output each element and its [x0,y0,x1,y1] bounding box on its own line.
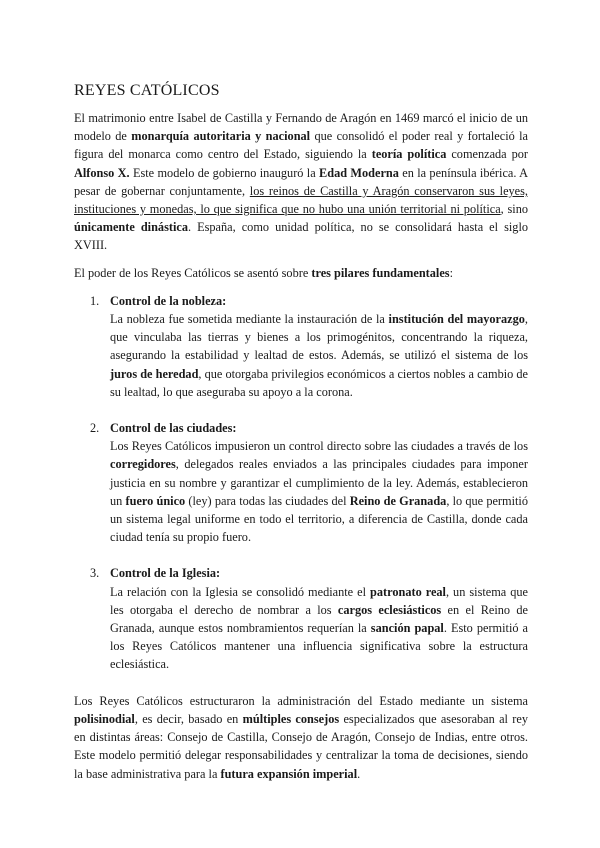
body-text: , delegados reales enviados a las principales ciudades para imponer justicia en su nombre y garantizar el cumplimiento de la ley. Además, establecieron un [110,457,528,508]
list-item-number: 1. [90,293,100,308]
body-text: , un sistema que les otorgaba el derecho de nombrar a los [110,584,529,617]
body-bold-term: fuero único [125,493,186,508]
list-item-number: 2. [90,421,100,436]
list-item-title: Control de la Iglesia: [110,566,221,581]
body-bold-term: juros de heredad [110,366,199,381]
intro-bold-term: teoría política [371,147,447,162]
body-bold-term: institución del mayorazgo [388,312,525,327]
body-bold-term: patronato real [370,584,446,599]
list-item-body [110,437,528,546]
list-item-title: Control de la nobleza: [110,293,227,308]
intro-bold-term: Edad Moderna [319,165,399,180]
intro-text: en la península ibérica. A pesar de gobernar conjuntamente, [74,165,528,198]
pillars-list [74,292,528,674]
intro-paragraph [74,109,528,255]
intro-text: . España, como unidad política, no se consolidará hasta el siglo XVIII. [74,220,529,253]
pillars-intro-text: : [449,265,454,280]
document-page [74,82,528,783]
body-text: en el Reino de Granada, aunque estos nombramientos requerían la [110,602,528,636]
intro-text: comenzada por [446,147,529,162]
closing-bold-term: futura expansión imperial [220,766,358,781]
pillars-intro-paragraph [74,264,528,282]
body-text: , lo que permitió un sistema legal uniforme en todo el territorio, a diferencia de Castilla, donde cada ciudad tenía su propio fuero. [110,493,528,545]
list-item-number: 3. [90,566,100,581]
closing-bold-term: múltiples consejos [242,711,340,726]
closing-text: , es decir, basado en [134,711,243,726]
body-text: , que otorgaba privilegios económicos a ciertos nobles a cambio de su lealtad, lo que aseguraba su apoyo a la corona. [110,366,528,399]
body-text: . Esto permitió a los Reyes Católicos mantener una influencia significativa sobre la estructura eclesiástica. [110,621,528,672]
body-bold-term: Reino de Granada [349,493,447,508]
closing-paragraph [74,692,528,783]
body-text: , que vinculaba las tierras y bienes a los primogénitos, concentrando la riqueza, asegurando la estabilidad y lealtad de estos. Además, se utilizó el sistema de los [110,312,528,363]
closing-bold-term: polisinodial [74,711,135,726]
pillars-intro-text: El poder de los Reyes Católicos se asentó sobre [74,265,312,280]
body-bold-term: sanción papal [370,621,444,636]
intro-bold-term: monarquía autoritaria y nacional [131,129,311,144]
intro-bold-term: únicamente dinástica [74,220,188,235]
intro-text: , sino [500,202,528,217]
closing-text: especializados que asesoraban al rey en distintas áreas: Consejo de Castilla, Consejo de Aragón, Consejo de Indias, entre otros. Este modelo permitió delegar responsabilidades y centralizar la toma de decisiones, siendo la base administrativa para la [74,711,528,781]
body-bold-term: corregidores [110,457,176,472]
list-item-body [110,583,528,674]
list-item [74,292,528,401]
intro-underlined-text: los reinos de Castilla y Aragón conservaron sus leyes, instituciones y monedas, lo que significa que no hubo una unión territorial ni política [74,183,528,217]
pillars-intro-bold: tres pilares fundamentales [311,265,450,280]
body-text: La nobleza fue sometida mediante la instauración de la [110,312,389,327]
list-item-title: Control de las ciudades: [110,421,237,436]
body-bold-term: cargos eclesiásticos [337,602,442,617]
intro-bold-term: Alfonso X. [74,165,130,180]
body-text: Los Reyes Católicos impusieron un control directo sobre las ciudades a través de los [110,439,528,454]
list-item [74,564,528,673]
list-item-body [110,310,528,401]
closing-text: Los Reyes Católicos estructuraron la administración del Estado mediante un sistema [74,693,528,708]
body-text: La relación con la Iglesia se consolidó mediante el [110,584,371,599]
intro-text: Este modelo de gobierno inauguró la [129,165,320,180]
list-item [74,419,528,546]
page-title: REYES CATÓLICOS [74,82,220,99]
body-text: (ley) para todas las ciudades del [185,493,350,508]
intro-text: que consolidó el poder real y fortaleció la figura del monarca como centro del Estado, siguiendo la [74,129,529,162]
intro-text: El matrimonio entre Isabel de Castilla y Fernando de Aragón en 1469 marcó el inicio de un modelo de [74,111,528,144]
closing-text: . [357,766,361,781]
